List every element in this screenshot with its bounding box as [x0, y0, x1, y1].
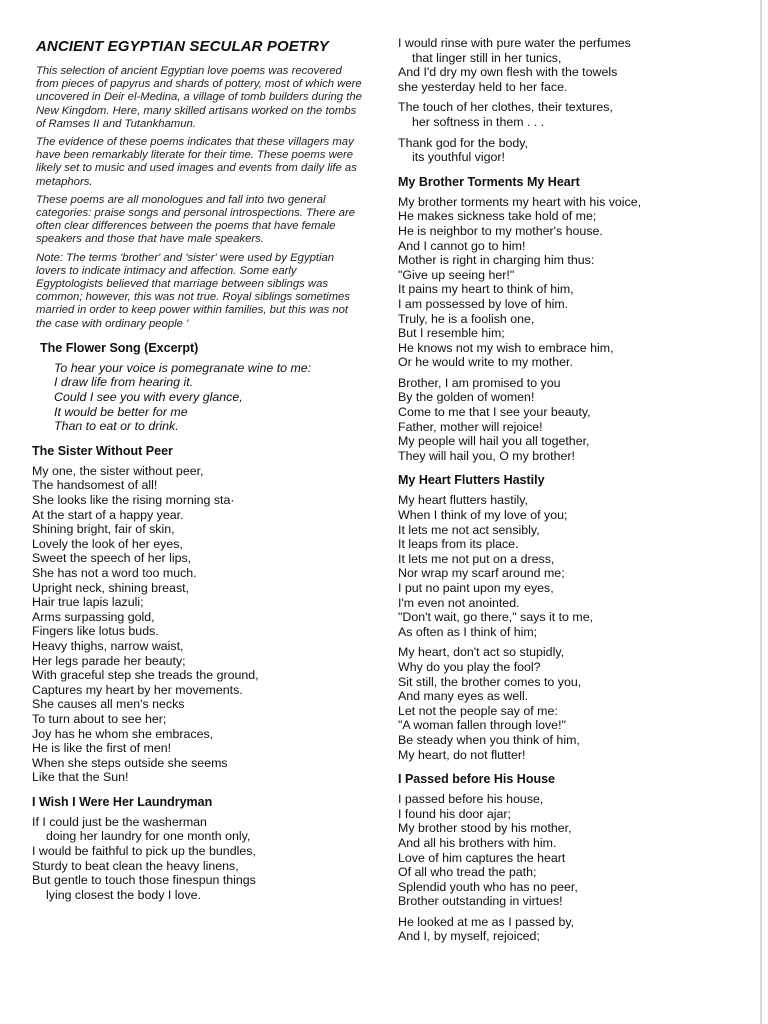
intro-paragraph: This selection of ancient Egyptian love poems was recovered from pieces of papyrus and shards of pottery, most of which were uncovered in Deir el-Medina, a village of tomb builders during the New Kingdom. Here, many skilled artisans worked on the tombs of Ramses II and Tutankhamun.	[36, 65, 362, 130]
poem-line: They will hail you, O my brother!	[398, 448, 575, 463]
poem-line: The touch of her clothes, their textures,	[398, 100, 613, 115]
stanza	[398, 645, 728, 762]
poem-line: My people will hail you all together,	[398, 434, 590, 449]
poem-line: The handsomest of all!	[32, 478, 158, 493]
poem-line: "Give up seeing her!"	[398, 267, 515, 282]
poem-line: Let not the people say of me:	[398, 703, 558, 718]
poem-line: "Don't wait, go there," says it to me,	[398, 610, 594, 625]
poem-line: He makes sickness take hold of me;	[398, 209, 597, 224]
poem-line: When I think of my love of you;	[398, 508, 568, 523]
poem-line: She causes all men's necks	[32, 697, 185, 712]
poem-line: Like that the Sun!	[32, 770, 129, 785]
poem-line: Father, mother will rejoice!	[398, 419, 543, 434]
stanza	[398, 376, 728, 464]
poem-line: I found his door ajar;	[398, 806, 511, 821]
poem-line: lying closest the body I love.	[46, 887, 201, 902]
right-column	[398, 34, 728, 950]
page-edge-shadow	[760, 0, 762, 1024]
poem-line: doing her laundry for one month only,	[46, 829, 251, 844]
intro-section	[32, 65, 362, 331]
stanza	[54, 361, 362, 434]
poem-line: Lovely the look of her eyes,	[32, 536, 183, 551]
poem-line: I'm even not anointed.	[398, 595, 520, 610]
poem-line: If I could just be the washerman	[32, 814, 207, 829]
poem-line: Arms surpassing gold,	[32, 609, 155, 624]
poem-title: The Sister Without Peer	[32, 443, 173, 458]
poem-line: Sweet the speech of her lips,	[32, 551, 192, 566]
poem-line: I am possessed by love of him.	[398, 296, 569, 311]
poem-line: My one, the sister without peer,	[32, 463, 204, 478]
stanza	[398, 792, 728, 909]
poem-line: With graceful step she treads the ground,	[32, 668, 259, 683]
poem-line: I passed before his house,	[398, 792, 544, 807]
stanza	[398, 36, 728, 94]
poem-title: The Flower Song (Excerpt)	[40, 340, 199, 355]
poem-line: And I, by myself, rejoiced;	[398, 929, 540, 944]
poem-laundryman-continued	[398, 36, 728, 165]
poem-line: Why do you play the fool?	[398, 659, 541, 674]
stanza	[32, 464, 362, 785]
poem-line: He knows not my wish to embrace him,	[398, 340, 614, 355]
poem-line: And many eyes as well.	[398, 689, 529, 704]
poem-line: Nor wrap my scarf around me;	[398, 566, 565, 581]
poem-line: At the start of a happy year.	[32, 507, 184, 522]
poem-line: My heart flutters hastily,	[398, 493, 528, 508]
poem-line: Hair true lapis lazuli;	[32, 595, 144, 610]
poem-line: Splendid youth who has no peer,	[398, 879, 578, 894]
poem-line: He is neighbor to my mother's house.	[398, 223, 603, 238]
poem-line: When she steps outside she seems	[32, 755, 228, 770]
poem-title: My Heart Flutters Hastily	[398, 473, 545, 488]
poem-line: Brother outstanding in virtues!	[398, 894, 563, 909]
poem-line: But gentle to touch those finespun things	[32, 873, 256, 888]
poem-line: Than to eat or to drink.	[54, 419, 179, 434]
poem-line: To turn about to see her;	[32, 711, 167, 726]
poem-line: It pains my heart to think of him,	[398, 282, 574, 297]
poem-line: Truly, he is a foolish one,	[398, 311, 535, 326]
poem-line: Joy has he whom she embraces,	[32, 726, 214, 741]
poem-line: Upright neck, shining breast,	[32, 580, 190, 595]
poem-line: By the golden of women!	[398, 390, 535, 405]
poem-line: He is like the first of men!	[32, 741, 172, 756]
poem-line: I would be faithful to pick up the bundles,	[32, 844, 256, 859]
poem-laundryman	[32, 795, 362, 903]
poem-line: My brother torments my heart with his voice,	[398, 194, 642, 209]
poem-line: It would be better for me	[54, 404, 188, 419]
poem-line: Or he would write to my mother.	[398, 355, 573, 370]
poem-line: I draw life from hearing it.	[54, 375, 194, 390]
poem-line: she yesterday held to her face.	[398, 79, 568, 94]
poem-line: My heart, don't act so stupidly,	[398, 645, 565, 660]
poem-line: Heavy thighs, narrow waist,	[32, 638, 184, 653]
poem-line: To hear your voice is pomegranate wine to me:	[54, 360, 312, 375]
intro-paragraph: Note: The terms 'brother' and 'sister' were used by Egyptian lovers to indicate intimacy and affection. Some early Egyptologists believed that marriage between siblings was common; however, this was not true. Royal siblings sometimes married in order to keep power within families, but this was not the case with ordinary people '	[36, 251, 350, 330]
poem-line: "A woman fallen through love!"	[398, 718, 566, 733]
poem-line: Be steady when you think of him,	[398, 732, 580, 747]
poem-line: As often as I think of him;	[398, 624, 538, 639]
document-title: ANCIENT EGYPTIAN SECULAR POETRY	[36, 38, 329, 55]
poem-passed-house	[398, 772, 728, 944]
poem-line: that linger still in her tunics,	[412, 50, 562, 65]
poem-flower-song	[32, 341, 362, 434]
poem-line: Her legs parade her beauty;	[32, 653, 186, 668]
poem-line: Brother, I am promised to you	[398, 375, 561, 390]
poem-line: Of all who tread the path;	[398, 865, 537, 880]
poem-line: My heart, do not flutter!	[398, 747, 526, 762]
poem-line: Sturdy to beat clean the heavy linens,	[32, 858, 239, 873]
poem-line: And all his brothers with him.	[398, 835, 557, 850]
poem-title: My Brother Torments My Heart	[398, 174, 580, 189]
poem-line: Fingers like lotus buds.	[32, 624, 159, 639]
poem-line: But I resemble him;	[398, 326, 505, 341]
stanza	[398, 493, 728, 639]
stanza	[398, 195, 728, 370]
poem-line: its youthful vigor!	[412, 150, 505, 165]
poem-line: Come to me that I see your beauty,	[398, 405, 591, 420]
poem-line: It lets me not put on a dress,	[398, 551, 555, 566]
poem-title: I Passed before His House	[398, 772, 556, 787]
poem-line: My brother stood by his mother,	[398, 821, 572, 836]
poem-line: Love of him captures the heart	[398, 850, 566, 865]
poem-line: Mother is right in charging him thus:	[398, 253, 595, 268]
intro-paragraph: The evidence of these poems indicates that these villagers may have been remarkably literate for their time. These poems were likely set to music and used images and events from daily life as metaphors.	[36, 136, 357, 188]
poem-sister-without-peer	[32, 444, 362, 785]
poem-line: Could I see you with every glance,	[54, 390, 243, 405]
left-column	[32, 34, 362, 908]
poem-brother-torments	[398, 175, 728, 464]
poem-line: Shining bright, fair of skin,	[32, 522, 175, 537]
poem-line: It lets me not act sensibly,	[398, 522, 540, 537]
stanza	[32, 815, 362, 903]
poem-line: Captures my heart by her movements.	[32, 682, 243, 697]
poem-line: Thank god for the body,	[398, 135, 528, 150]
poem-line: He looked at me as I passed by,	[398, 914, 575, 929]
poem-line: I put no paint upon my eyes,	[398, 581, 554, 595]
stanza	[398, 136, 728, 165]
poem-line: her softness in them . . .	[412, 114, 545, 129]
poem-heart-flutters	[398, 473, 728, 762]
poem-line: And I'd dry my own flesh with the towels	[398, 65, 618, 80]
intro-paragraph: These poems are all monologues and fall into two general categories: praise songs and personal introspections. There are often clear differences between the poems that have female speakers and those that have male speakers.	[36, 193, 356, 246]
poem-line: And I cannot go to him!	[398, 238, 526, 253]
stanza	[398, 915, 728, 944]
poem-line: She looks like the rising morning sta·	[32, 493, 235, 508]
poem-line: She has not a word too much.	[32, 565, 197, 580]
poem-line: It leaps from its place.	[398, 537, 519, 552]
poem-title: I Wish I Were Her Laundryman	[32, 794, 213, 809]
stanza	[398, 100, 728, 129]
poem-line: Sit still, the brother comes to you,	[398, 674, 582, 689]
poem-line: I would rinse with pure water the perfumes	[398, 36, 631, 50]
